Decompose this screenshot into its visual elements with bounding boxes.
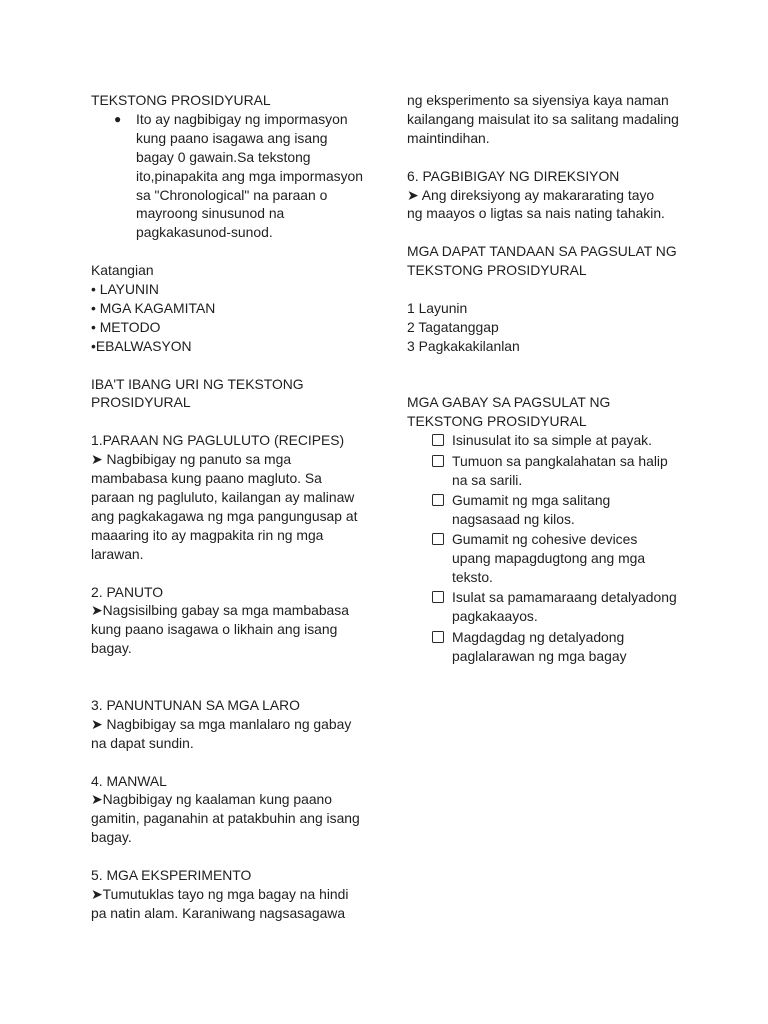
uri-heading: IBA'T IBANG URI NG TEKSTONG PROSIDYURAL	[91, 375, 304, 411]
tandaan-item: 2 Tagatanggap	[407, 318, 499, 335]
section-4-heading: 4. MANWAL	[91, 772, 167, 789]
katangian-item: •EBALWASYON	[91, 337, 192, 354]
checkbox-icon[interactable]	[432, 631, 444, 643]
checklist-item-text: Gumamit ng cohesive devices upang mapagdugtong ang mga teksto.	[452, 531, 646, 586]
checklist-item-text: Magdagdag ng detalyadong paglalarawan ng mga bagay	[452, 628, 627, 664]
checklist-item	[407, 452, 692, 490]
gabay-checklist	[407, 431, 692, 665]
checkbox-icon[interactable]	[432, 533, 444, 545]
right-column	[407, 91, 692, 667]
checkbox-icon[interactable]	[432, 455, 444, 467]
section-3-body: ➤ Nagbibigay sa mga manlalaro ng gabay na dapat sundin.	[91, 715, 352, 751]
bullet-dot-icon: ●	[114, 111, 122, 126]
checkbox-icon[interactable]	[432, 434, 444, 446]
checklist-item	[407, 628, 692, 666]
document-title: TEKSTONG PROSIDYURAL	[91, 92, 271, 108]
checklist-item	[407, 491, 692, 529]
gabay-heading: MGA GABAY SA PAGSULAT NG TEKSTONG PROSIDYURAL	[407, 394, 611, 430]
checklist-item-text: Tumuon sa pangkalahatan sa halip na sa sarili.	[452, 452, 668, 488]
section-5-body: ➤Tumutuklas tayo ng mga bagay na hindi pa natin alam. Karaniwang nagsasagawa	[91, 885, 349, 921]
checkbox-icon[interactable]	[432, 494, 444, 506]
section-5-heading: 5. MGA EKSPERIMENTO	[91, 867, 252, 884]
katangian-item: • LAYUNIN	[91, 281, 159, 298]
checkbox-icon[interactable]	[432, 591, 444, 603]
left-column	[91, 91, 381, 923]
checklist-item-text: Isulat sa pamamaraang detalyadong pagkakaayos.	[452, 589, 677, 625]
tandaan-heading: MGA DAPAT TANDAAN SA PAGSULAT NG TEKSTONG PROSIDYURAL	[407, 243, 677, 279]
tandaan-item: 3 Pagkakakilanlan	[407, 337, 520, 354]
tandaan-item: 1 Layunin	[407, 299, 468, 316]
section-1-body: ➤ Nagbibigay ng panuto sa mga mambabasa kung paano magluto. Sa paraan ng pagluluto, kailangan ay malinaw ang pagkakagawa ng mga pangungusap at maaaring ito ay magpakita rin ng mga larawan.	[91, 451, 358, 562]
katangian-item: • METODO	[91, 318, 161, 335]
checklist-item-text: Isinusulat ito sa simple at payak.	[452, 432, 652, 449]
intro-bullet	[91, 110, 381, 242]
intro-text: Ito ay nagbibigay ng impormasyon kung paano isagawa ang isang bagay 0 gawain.Sa tekstong ito,pinapakita ang mga impormasyon sa "Chronological" na paraan o mayroong sinusunod na pagkakasunod-sunod.	[136, 110, 364, 241]
section-6-body: ➤ Ang direksiyong ay makararating tayo ng maayos o ligtas sa nais nating tahakin.	[407, 186, 665, 222]
katangian-heading: Katangian	[91, 262, 154, 279]
checklist-item	[407, 530, 692, 587]
section-1-heading: 1.PARAAN NG PAGLULUTO (RECIPES)	[91, 432, 345, 449]
checklist-item	[407, 431, 692, 450]
section-2-heading: 2. PANUTO	[91, 583, 164, 600]
section-2-body: ➤Nagsisilbing gabay sa mga mambabasa kung paano isagawa o likhain ang isang bagay.	[91, 602, 349, 657]
section-6-heading: 6. PAGBIBIGAY NG DIREKSIYON	[407, 167, 620, 184]
checklist-item-text: Gumamit ng mga salitang nagsasaad ng kilos.	[452, 491, 611, 527]
section-3-heading: 3. PANUNTUNAN SA MGA LARO	[91, 696, 300, 713]
section-4-body: ➤Nagbibigay ng kaalaman kung paano gamitin, paganahin at patakbuhin ang isang bagay.	[91, 791, 360, 846]
intro-bullet-list	[91, 110, 381, 242]
katangian-item: • MGA KAGAMITAN	[91, 299, 216, 316]
checklist-item	[407, 588, 692, 626]
section-5-continued: ng eksperimento sa siyensiya kaya naman kailangang maisulat ito sa salitang madaling maintindihan.	[407, 92, 679, 146]
